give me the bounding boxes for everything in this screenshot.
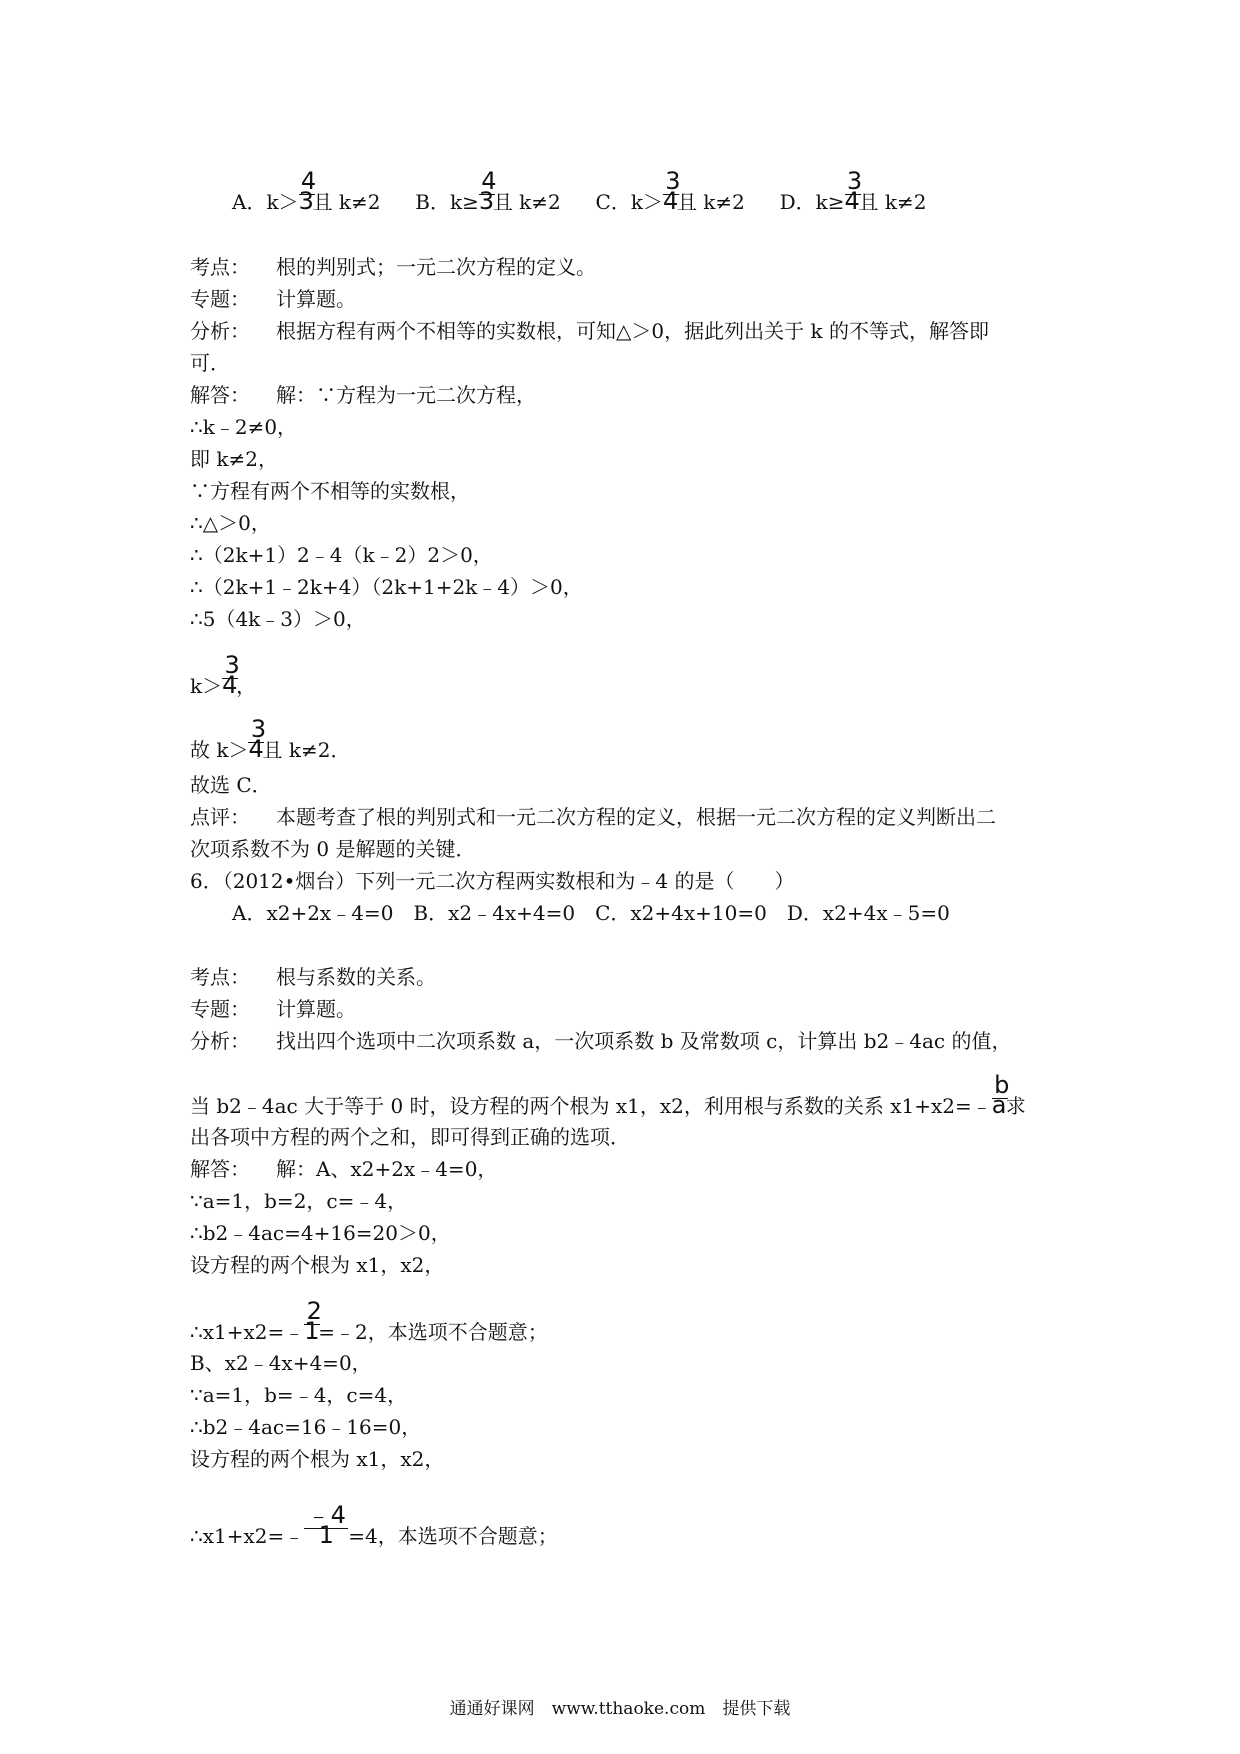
solution-line: 设方程的两个根为 x1，x2， bbox=[190, 1253, 445, 1277]
expr-prefix: ∴x1+x2=﹣ bbox=[190, 1524, 305, 1548]
fraction-numerator: 2 bbox=[306, 1297, 322, 1325]
fraction-numerator: b bbox=[994, 1071, 1010, 1099]
fraction-numerator: 4 bbox=[300, 167, 317, 195]
fraction-denominator: 3 bbox=[298, 187, 314, 215]
fenxi-label: 分析： bbox=[190, 1029, 250, 1053]
kaodian-label: 考点： bbox=[190, 255, 250, 279]
option-c-fraction bbox=[662, 167, 681, 215]
q5-dianping-cont: 次项系数不为 0 是解题的关键． bbox=[190, 837, 476, 861]
expr-prefix: 故 k＞ bbox=[190, 738, 249, 762]
solution-line-fraction bbox=[190, 1297, 548, 1345]
option-a-suffix: 且 k≠2 bbox=[312, 190, 381, 214]
jieda-text: 解：A、x2+2x﹣4=0， bbox=[276, 1157, 498, 1181]
solution-line: ∵a=1，b=﹣4，c=4， bbox=[190, 1383, 408, 1407]
fraction-numerator: 3 bbox=[250, 715, 267, 743]
fenxi-text: 找出四个选项中二次项系数 a，一次项系数 b 及常数项 c，计算出 b2﹣4ac 的值， bbox=[276, 1029, 1012, 1053]
expr-suffix: 且 k≠2． bbox=[262, 738, 351, 762]
solution-line: ∴△＞0， bbox=[190, 511, 271, 535]
jieda-label: 解答： bbox=[190, 1157, 250, 1181]
question6-title: 6．（2012•烟台）下列一元二次方程两实数根和为﹣4 的是（ ） bbox=[190, 869, 795, 893]
fraction-denominator: 4 bbox=[844, 187, 860, 215]
expr-suffix: =4，本选项不合题意； bbox=[348, 1524, 558, 1548]
fraction-bar bbox=[222, 678, 238, 679]
fraction-denominator: 1 bbox=[304, 1317, 320, 1345]
option-c-prefix: C．k＞ bbox=[595, 190, 663, 214]
solution-line: B、x2﹣4x+4=0， bbox=[190, 1351, 372, 1375]
q6-kaodian bbox=[190, 964, 436, 990]
solution-line: ∴b2﹣4ac=4+16=20＞0， bbox=[190, 1221, 451, 1245]
kaodian-text: 根的判别式；一元二次方程的定义。 bbox=[276, 255, 596, 279]
fraction-bar bbox=[248, 742, 264, 743]
option-c-suffix: 且 k≠2 bbox=[676, 190, 745, 214]
dianping-label: 点评： bbox=[190, 805, 250, 829]
fraction bbox=[304, 1297, 322, 1345]
question5-options bbox=[232, 167, 927, 215]
option-b-fraction bbox=[478, 167, 497, 215]
option-b-prefix: B．k≥ bbox=[415, 190, 479, 214]
expr-prefix: k＞ bbox=[190, 674, 223, 698]
expr-suffix: ， bbox=[236, 674, 257, 698]
option-a-prefix: A．k＞ bbox=[232, 190, 299, 214]
q5-jieda bbox=[190, 382, 536, 408]
jieda-label: 解答： bbox=[190, 383, 250, 407]
solution-line: ∴k﹣2≠0， bbox=[190, 415, 298, 439]
expr-prefix: 当 b2﹣4ac 大于等于 0 时，设方程的两个根为 x1，x2，利用根与系数的关系 x1+x2=﹣ bbox=[190, 1094, 992, 1118]
zhuanti-label: 专题： bbox=[190, 287, 250, 311]
solution-line: ∵a=1，b=2，c=﹣4， bbox=[190, 1189, 408, 1213]
fraction-numerator: 3 bbox=[665, 167, 681, 195]
fenxi-label: 分析： bbox=[190, 319, 250, 343]
q5-kaodian bbox=[190, 254, 596, 280]
expr-prefix: ∴x1+x2=﹣ bbox=[190, 1320, 305, 1344]
fraction-bar bbox=[992, 1098, 1008, 1099]
option-d-fraction bbox=[844, 167, 863, 215]
fraction-denominator: 4 bbox=[248, 735, 264, 763]
fraction bbox=[304, 1501, 348, 1549]
solution-line: 即 k≠2， bbox=[190, 447, 278, 471]
solution-line-fraction bbox=[190, 1501, 558, 1549]
q6-jieda bbox=[190, 1156, 497, 1182]
q5-zhuanti bbox=[190, 286, 356, 312]
solution-line: 故选 C． bbox=[190, 773, 272, 797]
fraction-numerator: 4 bbox=[481, 167, 497, 195]
kaodian-text: 根与系数的关系。 bbox=[276, 965, 436, 989]
fraction-bar bbox=[304, 1528, 348, 1529]
fraction-bar bbox=[299, 194, 315, 195]
q5-fenxi-cont: 可． bbox=[190, 351, 230, 375]
q6-zhuanti bbox=[190, 996, 356, 1022]
zhuanti-text: 计算题。 bbox=[276, 287, 356, 311]
fenxi-text: 根据方程有两个不相等的实数根，可知△＞0，据此列出关于 k 的不等式，解答即 bbox=[276, 319, 989, 343]
q5-fenxi bbox=[190, 318, 989, 344]
solution-line: ∴（2k+1﹣2k+4）（2k+1+2k﹣4）＞0， bbox=[190, 575, 583, 599]
fraction-numerator: 3 bbox=[846, 167, 863, 195]
zhuanti-text: 计算题。 bbox=[276, 997, 356, 1021]
fraction-bar bbox=[304, 1324, 320, 1325]
fraction bbox=[991, 1071, 1010, 1119]
page-footer: 通通好课网 www.tthaoke.com 提供下载 bbox=[449, 1699, 791, 1719]
solution-line: ∴（2k+1）2﹣4（k﹣2）2＞0， bbox=[190, 543, 493, 567]
fraction bbox=[248, 715, 267, 763]
option-a-fraction bbox=[298, 167, 317, 215]
option-b-suffix: 且 k≠2 bbox=[492, 190, 561, 214]
zhuanti-label: 专题： bbox=[190, 997, 250, 1021]
solution-line: ∵方程有两个不相等的实数根， bbox=[190, 479, 470, 503]
question6-options: A．x2+2x﹣4=0 B．x2﹣4x+4=0 C．x2+4x+10=0 D．x2+4x﹣5=0 bbox=[232, 901, 950, 925]
solution-line-fraction bbox=[190, 715, 351, 763]
jieda-text: 解：∵方程为一元二次方程， bbox=[276, 383, 536, 407]
fraction-bar bbox=[663, 194, 679, 195]
q6-fenxi-fraction-line bbox=[190, 1071, 1026, 1119]
fraction-denominator: 1 bbox=[318, 1521, 334, 1549]
q6-fenxi bbox=[190, 1028, 1011, 1054]
fraction-denominator: 4 bbox=[222, 671, 238, 699]
expr-suffix: =﹣2，本选项不合题意； bbox=[318, 1320, 548, 1344]
fraction bbox=[222, 651, 240, 699]
dianping-text: 本题考查了根的判别式和一元二次方程的定义，根据一元二次方程的定义判断出二 bbox=[276, 805, 996, 829]
option-d-prefix: D．k≥ bbox=[779, 190, 845, 214]
solution-line: ∴5（4k﹣3）＞0， bbox=[190, 607, 366, 631]
fraction-numerator: 3 bbox=[224, 651, 240, 679]
option-d-suffix: 且 k≠2 bbox=[858, 190, 927, 214]
fraction-numerator: ﹣4 bbox=[306, 1501, 346, 1529]
kaodian-label: 考点： bbox=[190, 965, 250, 989]
q5-dianping bbox=[190, 804, 996, 830]
fraction-denominator: a bbox=[991, 1091, 1007, 1119]
q6-fenxi-cont: 出各项中方程的两个之和，即可得到正确的选项． bbox=[190, 1125, 630, 1149]
solution-line: ∴b2﹣4ac=16﹣16=0， bbox=[190, 1415, 422, 1439]
fraction-bar bbox=[845, 194, 861, 195]
fraction-denominator: 3 bbox=[478, 187, 495, 215]
solution-line-fraction bbox=[190, 651, 257, 699]
fraction-denominator: 4 bbox=[662, 187, 679, 215]
expr-suffix: 求 bbox=[1005, 1094, 1026, 1118]
fraction-bar bbox=[479, 194, 495, 195]
solution-line: 设方程的两个根为 x1，x2， bbox=[190, 1447, 445, 1471]
